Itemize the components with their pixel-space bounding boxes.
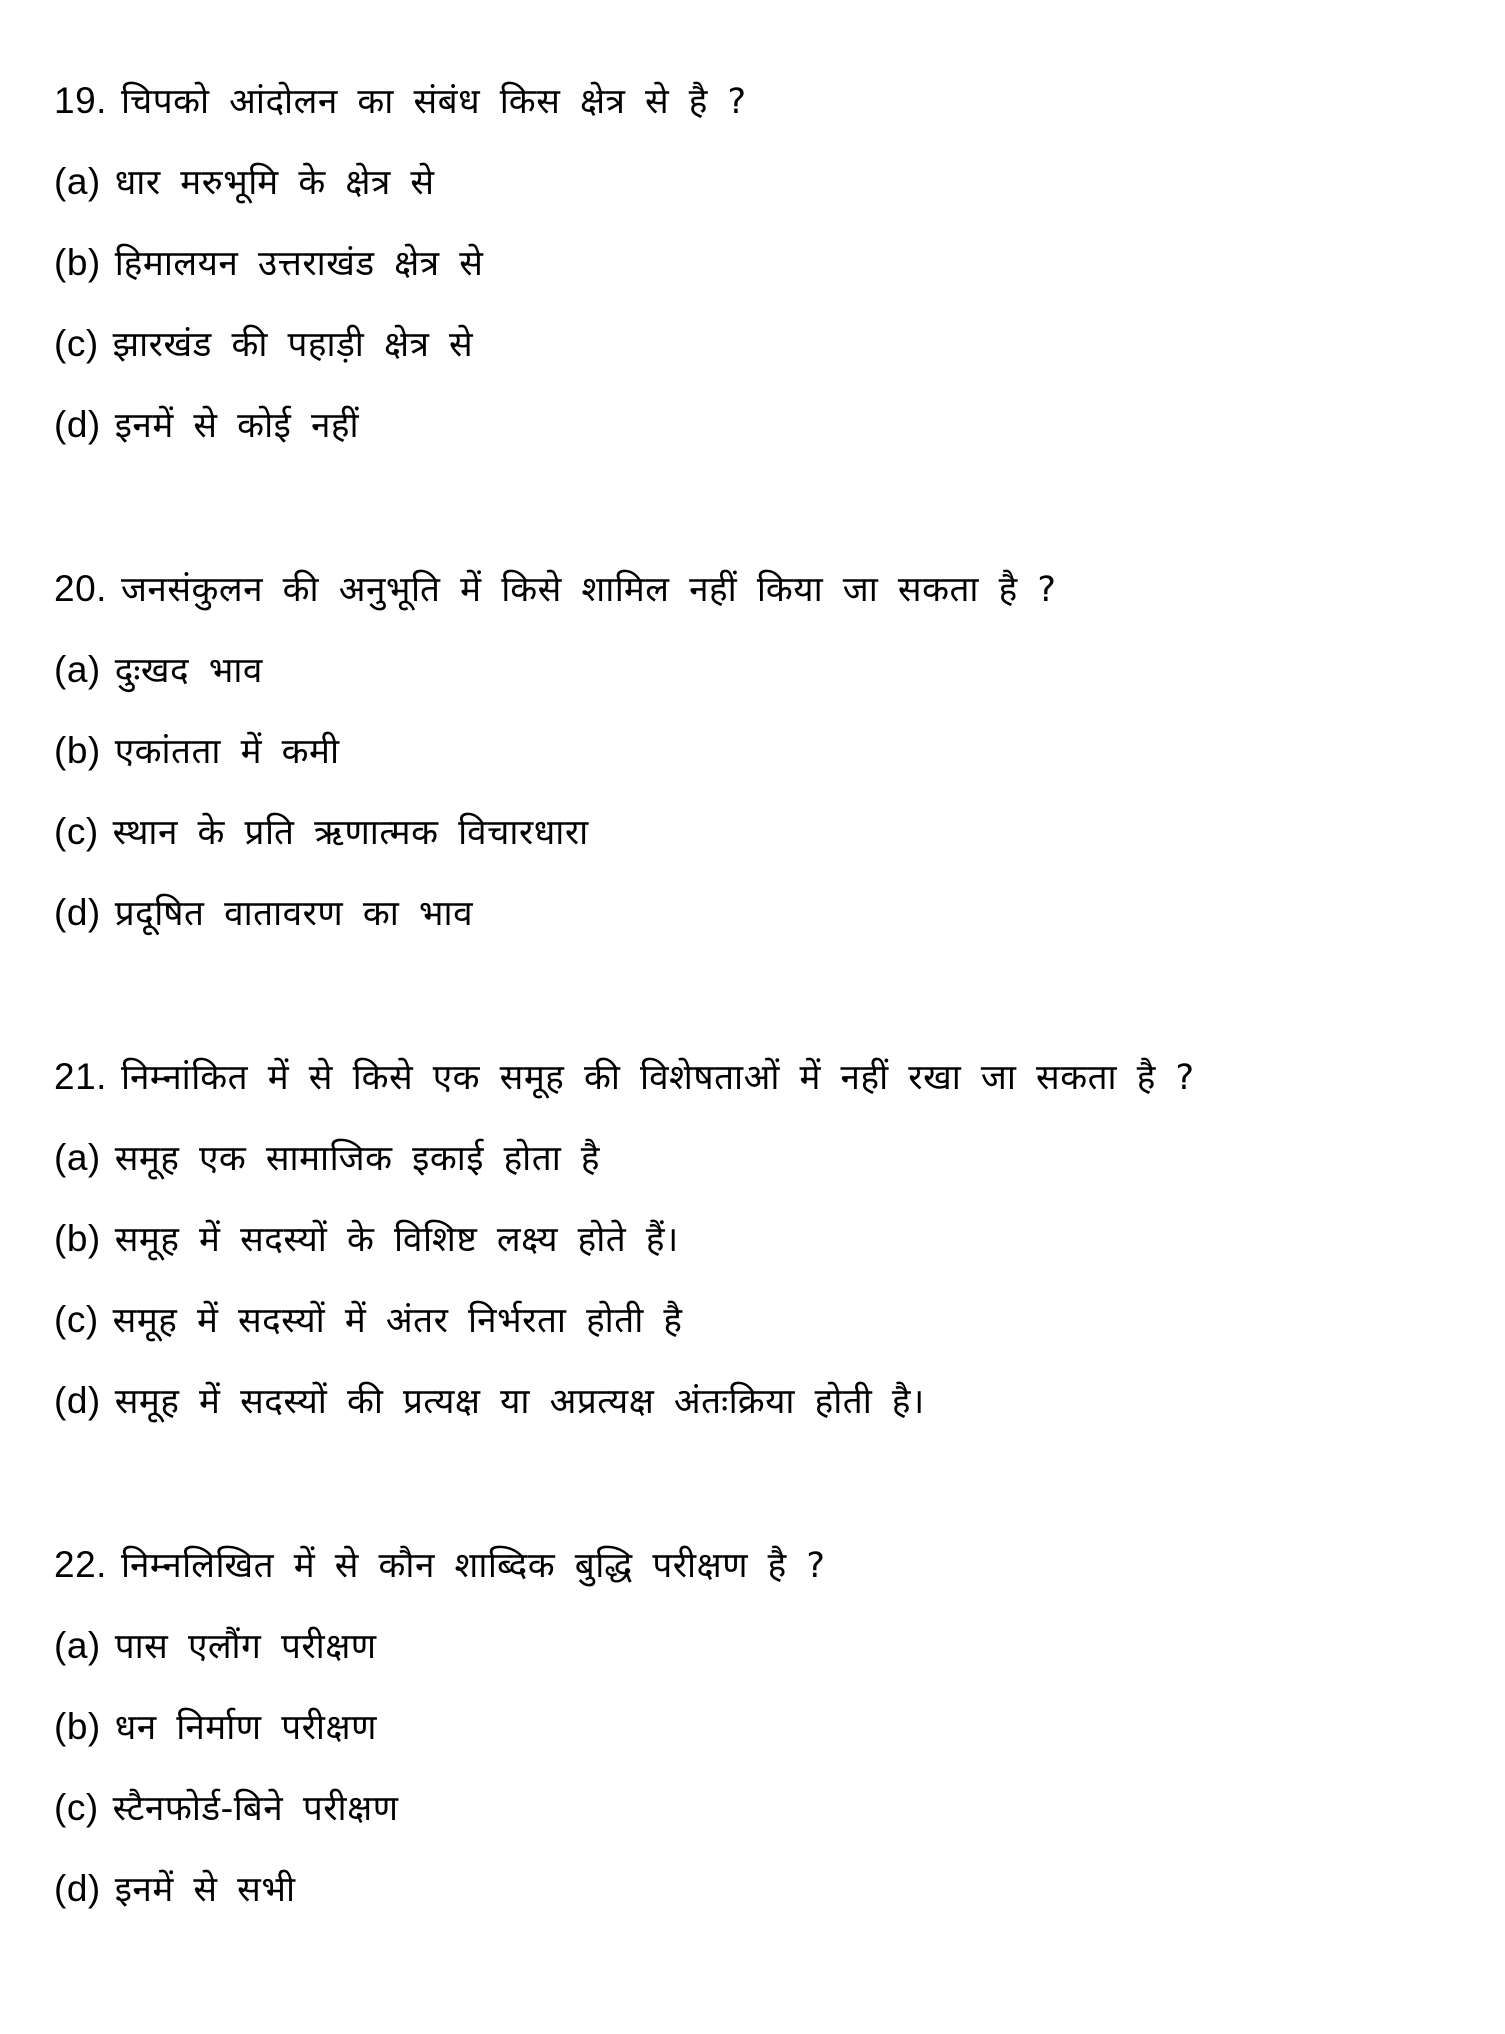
- question-text: निम्नलिखित में से कौन शाब्दिक बुद्धि परीक्षण है ?: [120, 1546, 826, 1586]
- option-c: [54, 1767, 1474, 1848]
- option-key: (d): [54, 1868, 101, 1909]
- option-d: [54, 1360, 1474, 1441]
- option-c: [54, 1279, 1474, 1360]
- question-stem: [54, 1036, 1474, 1117]
- option-text: पास एलौंग परीक्षण: [114, 1627, 377, 1667]
- option-a: [54, 629, 1474, 710]
- option-key: (a): [54, 1625, 101, 1666]
- option-a: [54, 1117, 1474, 1198]
- question-number: 22.: [54, 1544, 107, 1585]
- option-text: समूह में सदस्यों में अंतर निर्भरता होती है: [112, 1301, 683, 1341]
- option-c: [54, 791, 1474, 872]
- option-text: समूह में सदस्यों के विशिष्ट लक्ष्य होते हैं।: [114, 1220, 679, 1260]
- option-key: (a): [54, 161, 101, 202]
- option-a: [54, 141, 1474, 222]
- question-stem: [54, 1524, 1474, 1605]
- question-text: जनसंकुलन की अनुभूति में किसे शामिल नहीं किया जा सकता है ?: [120, 570, 1057, 610]
- option-key: (b): [54, 730, 101, 771]
- option-key: (c): [54, 811, 99, 852]
- option-b: [54, 1686, 1474, 1767]
- question-number: 21.: [54, 1056, 107, 1097]
- option-c: [54, 303, 1474, 384]
- option-text: समूह एक सामाजिक इकाई होता है: [114, 1139, 600, 1179]
- option-b: [54, 710, 1474, 791]
- option-text: एकांतता में कमी: [114, 732, 340, 772]
- question-number: 20.: [54, 568, 107, 609]
- option-key: (c): [54, 1787, 99, 1828]
- option-key: (a): [54, 1137, 101, 1178]
- option-text: स्थान के प्रति ऋणात्मक विचारधारा: [112, 813, 589, 853]
- option-b: [54, 222, 1474, 303]
- question-number: 19.: [54, 80, 107, 121]
- option-key: (b): [54, 1706, 101, 1747]
- option-key: (d): [54, 1380, 101, 1421]
- option-d: [54, 872, 1474, 953]
- question-stem: [54, 548, 1474, 629]
- option-text: समूह में सदस्यों की प्रत्यक्ष या अप्रत्यक्ष अंतःक्रिया होती है।: [114, 1382, 925, 1422]
- option-text: हिमालयन उत्तराखंड क्षेत्र से: [114, 244, 484, 284]
- question-19: [54, 60, 1474, 465]
- option-key: (c): [54, 1299, 99, 1340]
- option-text: स्टैनफोर्ड-बिने परीक्षण: [112, 1789, 399, 1829]
- option-key: (b): [54, 242, 101, 283]
- question-text: चिपको आंदोलन का संबंध किस क्षेत्र से है ?: [120, 82, 747, 122]
- question-21: [54, 1036, 1474, 1441]
- option-key: (a): [54, 649, 101, 690]
- option-text: इनमें से सभी: [114, 1870, 296, 1910]
- question-stem: [54, 60, 1474, 141]
- question-22: [54, 1524, 1474, 1929]
- option-text: झारखंड की पहाड़ी क्षेत्र से: [112, 325, 474, 365]
- option-text: प्रदूषित वातावरण का भाव: [114, 894, 474, 934]
- option-key: (d): [54, 892, 101, 933]
- option-key: (c): [54, 323, 99, 364]
- option-text: धार मरुभूमि के क्षेत्र से: [114, 163, 435, 203]
- option-key: (d): [54, 404, 101, 445]
- option-text: दुःखद भाव: [114, 651, 263, 691]
- option-b: [54, 1198, 1474, 1279]
- option-key: (b): [54, 1218, 101, 1259]
- option-text: धन निर्माण परीक्षण: [114, 1708, 377, 1748]
- option-text: इनमें से कोई नहीं: [114, 406, 360, 446]
- option-a: [54, 1605, 1474, 1686]
- option-d: [54, 1848, 1474, 1929]
- question-20: [54, 548, 1474, 953]
- option-d: [54, 384, 1474, 465]
- question-text: निम्नांकित में से किसे एक समूह की विशेषताओं में नहीं रखा जा सकता है ?: [120, 1058, 1195, 1098]
